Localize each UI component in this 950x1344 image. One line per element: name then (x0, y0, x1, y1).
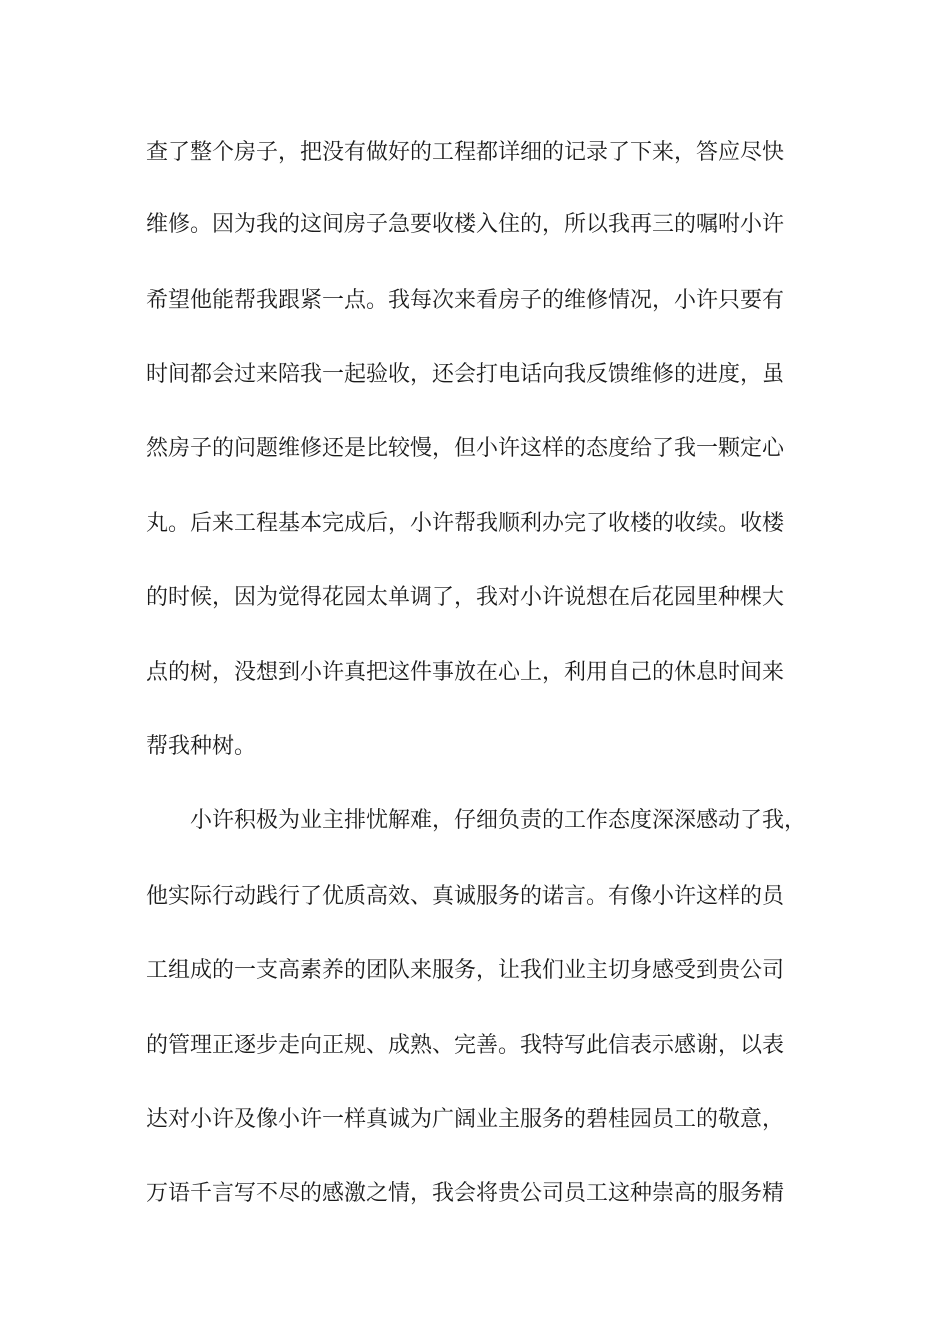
text-line: 帮我种树。 (146, 734, 257, 759)
text-line: 维修。因为我的这间房子急要收楼入住的，所以我再三的嘱咐小许 (146, 212, 785, 237)
text-line: 工组成的一支高素养的团队来服务，让我们业主切身感受到贵公司 (146, 958, 785, 983)
text-line: 的管理正逐步走向正规、成熟、完善。我特写此信表示感谢，以表 (146, 1033, 785, 1058)
text-line: 希望他能帮我跟紧一点。我每次来看房子的维修情况，小许只要有 (146, 288, 785, 313)
text-line: 丸。后来工程基本完成后，小许帮我顺利办完了收楼的收续。收楼 (146, 511, 785, 536)
text-line: 查了整个房子，把没有做好的工程都详细的记录了下来，答应尽快 (146, 140, 785, 165)
text-line: 的时候，因为觉得花园太单调了，我对小许说想在后花园里种棵大 (146, 585, 785, 610)
paragraph-first-line: 小许积极为业主排忧解难，仔细负责的工作态度深深感动了我， (190, 808, 807, 833)
text-line: 万语千言写不尽的感激之情，我会将贵公司员工这种崇高的服务精 (146, 1181, 785, 1206)
text-line: 点的树，没想到小许真把这件事放在心上，利用自己的休息时间来 (146, 660, 785, 685)
text-line: 然房子的问题维修还是比较慢，但小许这样的态度给了我一颗定心 (146, 436, 785, 461)
text-line: 时间都会过来陪我一起验收，还会打电话向我反馈维修的进度，虽 (146, 362, 785, 387)
text-line: 达对小许及像小许一样真诚为广阔业主服务的碧桂园员工的敬意， (146, 1107, 785, 1132)
text-line: 他实际行动践行了优质高效、真诚服务的诺言。有像小许这样的员 (146, 884, 785, 909)
